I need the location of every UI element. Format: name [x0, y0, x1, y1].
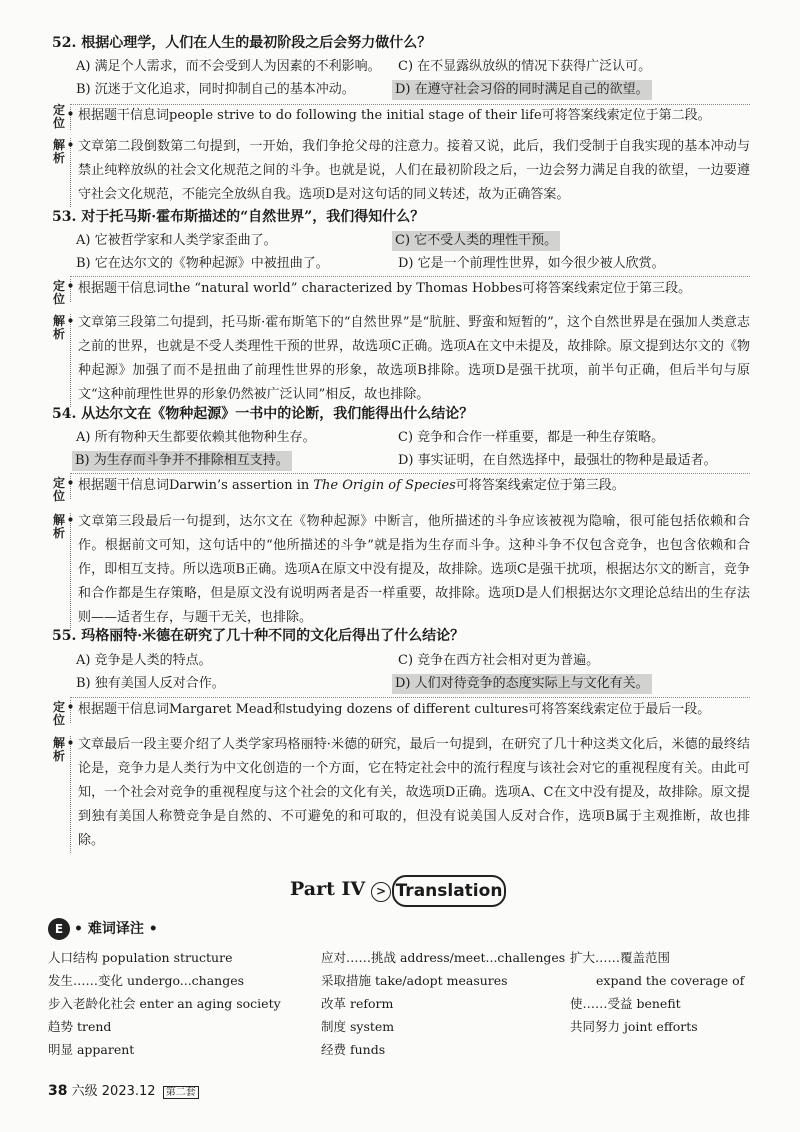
option-54-d: D) 事实证明，在自然选择中，最强壮的物种是最适者。: [398, 453, 717, 468]
vocab-item: expand the coverage of: [596, 973, 745, 988]
section-title: [0, 872, 800, 912]
option-54-c: C) 竞争和合作一样重要，都是一种生存策略。: [398, 430, 665, 445]
vocab-item: 明显 apparent: [48, 1042, 135, 1057]
analysis-text-52: 文章第二段倒数第二句提到，一开始，我们争抢父母的注意力。接着又说，此后，我们受制于自我实现的基本冲动与禁止纯粹放纵的社会文化规范之间的斗争。也就是说，人们在最初阶段之后，一边会努力满足自我的欲望，一边要遵守社会文化规范，不能完全放纵自我。选项D是对这句话的同义转述，故为正确答案。: [78, 139, 750, 202]
locate-52: [50, 104, 750, 130]
locate-text-53: 根据题干信息词the “natural world” characterized by Thomas Hobbes可将答案线索定位于第三段。: [78, 281, 692, 296]
option-52-a: A) 满足个人需求，而不会受到人为因素的不利影响。: [76, 59, 381, 74]
question-53-stem: 53. 对于托马斯·霍布斯描述的“自然世界”，我们得知什么？: [52, 209, 425, 225]
analysis-tag: 解 析: [52, 314, 65, 341]
vocab-item: 经费 funds: [321, 1042, 386, 1057]
option-55-d-answer: D) 人们对待竞争的态度实际上与文化有关。: [392, 674, 652, 694]
locate-text-52: 根据题干信息词people strive to do following the initial stage of their life可将答案线索定位于第二段。: [78, 108, 711, 123]
option-52-d-answer: D) 在遵守社会习俗的同时满足自己的欲望。: [392, 80, 652, 100]
section-title-box: Translation: [392, 875, 506, 907]
locate-tag: 定 位: [52, 476, 65, 503]
question-52-stem: 52. 根据心理学，人们在人生的最初阶段之后会努力做什么？: [52, 35, 432, 51]
locate-55: [50, 697, 750, 727]
vocab-column-3: [570, 946, 744, 1038]
option-53-a: A) 它被哲学家和人类学家歪曲了。: [76, 233, 277, 248]
analysis-52: [50, 135, 750, 207]
notebook-icon: E: [48, 918, 70, 940]
option-53-d: D) 它是一个前理性世界，如今很少被人欣赏。: [398, 256, 665, 271]
option-52-c: C) 在不显露纵放纵的情况下获得广泛认可。: [398, 59, 652, 74]
analysis-text-55: 文章最后一段主要介绍了人类学家玛格丽特·米德的研究，最后一句提到，在研究了几十种这类文化后，米德的最终结论是，竞争力是人类行为中文化创造的一个方面，它在特定社会中的流行程度与该社会对它的重视程度有关。由此可知，一个社会对竞争的重视程度与这个社会的文化有关，故选项D正确。选项A、C在文中没有提及，故排除。原文提到独有美国人称赞竞争是自然的、不可避免的和可取的，但没有说美国人反对合作，选项B属于主观推断，故也排除。: [78, 737, 750, 848]
vocab-item: 使……受益 benefit: [570, 996, 681, 1011]
vocab-item: 应对……挑战 address/meet...challenges: [321, 950, 566, 965]
vocab-item: 发生……变化 undergo...changes: [48, 973, 245, 988]
vocab-column-2: [321, 946, 565, 1061]
footer-edition: 第二套: [163, 1086, 199, 1099]
tag-bar: [70, 476, 71, 499]
footer-level: 六级: [71, 1084, 98, 1099]
locate-tag: 定 位: [52, 700, 65, 727]
option-54-a: A) 所有物种天生都要依赖其他物种生存。: [76, 430, 316, 445]
tag-bar: [70, 107, 71, 130]
option-55-a: A) 竞争是人类的特点。: [76, 653, 212, 668]
option-52-b: B) 沉迷于文化追求，同时抑制自己的基本冲动。: [76, 82, 355, 97]
part-label: Part IV: [290, 878, 366, 900]
tag-bar: [70, 279, 71, 302]
page-number: 38: [48, 1083, 68, 1099]
analysis-tag: 解 析: [52, 138, 65, 165]
question-54-stem: 54. 从达尔文在《物种起源》一书中的论断，我们能得出什么结论？: [52, 406, 474, 422]
locate-53: [50, 276, 750, 306]
locate-text-55: 根据题干信息词Margaret Mead和studying dozens of different cultures可将答案线索定位于最后一段。: [78, 702, 711, 717]
vocab-item: 扩大……覆盖范围: [570, 950, 671, 965]
footer-date: 2023.12: [101, 1084, 156, 1099]
vocab-item: 共同努力 joint efforts: [570, 1019, 698, 1034]
tag-bar: [70, 513, 71, 630]
tag-bar: [70, 700, 71, 723]
vocab-item: 步入老龄化社会 enter an aging society: [48, 996, 281, 1011]
vocab-item: 采取措施 take/adopt measures: [321, 973, 508, 988]
locate-54: [50, 473, 750, 503]
analysis-tag: 解 析: [52, 513, 65, 540]
analysis-tag: 解 析: [52, 736, 65, 763]
vocab-item: 改革 reform: [321, 996, 394, 1011]
locate-text-54: 根据题干信息词Darwin’s assertion in The Origin of Species可将答案线索定位于第三段。: [78, 478, 625, 493]
option-53-b: B) 它在达尔文的《物种起源》中被扭曲了。: [76, 256, 329, 271]
option-54-b-answer: B) 为生存而斗争并不排除相互支持。: [72, 451, 292, 471]
tag-bar: [70, 138, 71, 207]
analysis-55: [50, 733, 750, 853]
analysis-text-53: 文章第三段第二句提到，托马斯·霍布斯笔下的“自然世界”是“肮脏、野蛮和短暂的”，这个自然世界是在强加人类意志之前的世界，也就是不受人类理性干预的世界，故选项C正确。选项A在文中未提及，故排除。原文提到达尔文的《物种起源》加强了而不是扭曲了前理性世界的形象，故选项B排除。选项D是强干扰项，前半句正确，但后半句与原文“这种前理性世界的形象仍然被广泛认同”相反，故也排除。: [78, 315, 750, 402]
vocab-item: 制度 system: [321, 1019, 395, 1034]
page-footer: [48, 1080, 199, 1099]
analysis-text-54: 文章第三段最后一句提到，达尔文在《物种起源》中断言，他所描述的斗争应该被视为隐喻，很可能包括依赖和合作。根据前文可知，这句话中的“他所描述的斗争”就是指为生存而斗争。这种斗争不仅包含竞争，也包含依赖和合作，即相互支持。所以选项B正确。选项A在原文中没有提及，故排除。选项C是强干扰项，根据达尔文的断言，竞争和合作都是生存策略，但是原文没有说明两者是否一样重要，故排除。选项D是人们根据达尔文理论总结出的生存法则——适者生存，与题干无关，也排除。: [78, 514, 750, 625]
vocab-title: • 难词译注 •: [74, 921, 158, 937]
analysis-53: [50, 311, 750, 407]
tag-bar: [70, 314, 71, 407]
vocab-item: 趋势 trend: [48, 1019, 112, 1034]
option-55-c: C) 竞争在西方社会相对更为普遍。: [398, 653, 600, 668]
locate-tag: 定 位: [52, 279, 65, 306]
arrow-icon: >: [371, 882, 391, 902]
locate-tag: 定 位: [52, 103, 65, 130]
vocab-item: 人口结构 population structure: [48, 950, 233, 965]
option-53-c-answer: C) 它不受人类的理性干预。: [392, 231, 560, 251]
tag-bar: [70, 736, 71, 853]
option-55-b: B) 独有美国人反对合作。: [76, 676, 225, 691]
analysis-54: [50, 510, 750, 630]
question-55-stem: 55. 玛格丽特·米德在研究了几十种不同的文化后得出了什么结论？: [52, 628, 465, 644]
vocab-column-1: [48, 946, 281, 1061]
